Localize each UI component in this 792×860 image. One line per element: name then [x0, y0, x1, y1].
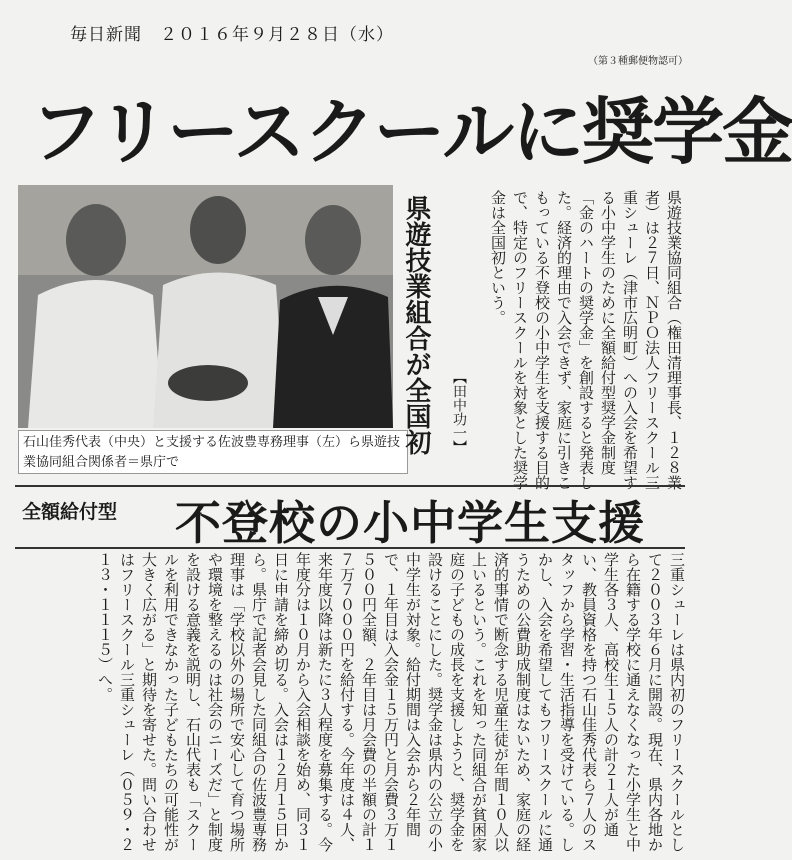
subheadline: 県遊技業組合が全国初: [401, 195, 431, 455]
headline: フリースクールに奨学金: [30, 90, 792, 174]
lead-paragraph: 県遊技業協同組合（権田清理事長、１２８業者）は２７日、ＮＰＯ法人フリースクール三重シューレ（津市広明町）への入会を希望する小中学生のために全額給付型奨学金制度「金のハートの奨学金」を創設すると発表した。経済的理由で入会できず、家庭に引きこもっている不登校の小中学生を支援する目的で、特定のフリースクールを対象とした奨学金は全国初という。: [489, 190, 683, 490]
photo-illustration: [18, 185, 393, 428]
news-photo: [18, 185, 393, 428]
band-kicker: 全額給付型: [22, 501, 118, 523]
article-body: 三重シューレは県内初のフリースクールとして２００３年６月に開設。現在、県内各地から在籍する学校に通えなくなった小学生と中学生各３人、高校生１５人の計２１人が通い、教員資格を持つ石山佳秀代表ら７人のスタッフから学習・生活指導を受けている。しかし、入会を希望してもフリースクールに通うための公費助成制度はないため、家庭の経済的事情で断念する児童生徒が年間１０人以上いるという。これを知った同組合が貧困家庭の子どもの成長を支援しようと、奨学金を設けることにした。奨学金は県内の公立の小中学生が対象。給付期間は入会から２年間で、１年目は入会金１５万円と月会費３万１５００円全額、２年目は月会費の半額の計１７万７０００円を給付する。今年度は４人、来年度以降は新たに３人程度を募集する。今年度分は１０月から入会相談を始め、同３１日に申請を締め切る。入会は１２月１５日から。県庁で記者会見した同組合の佐波豊専務理事は「学校以外の場所で安心して育つ場所や環境を整えるのは社会のニーズだ」と制度を設ける意義を説明し、石山代表も「スクールを利用できなかった子どもたちの可能性が大きく広がる」と期待を寄せた。問い合わせはフリースクール三重シューレ（０５９・２１３・１１１５）へ。: [96, 552, 686, 852]
masthead: 毎日新聞 ２０１６年９月２８日（水）: [70, 25, 394, 45]
band-title: 不登校の小中学生支援: [175, 496, 645, 550]
byline: 【田中功一】: [451, 370, 467, 454]
photo-caption: 石山佳秀代表（中央）と支援する佐波豊専務理事（左）ら県遊技業協同組合関係者＝県庁で: [18, 430, 408, 474]
postal-permit: （第３種郵便物認可）: [588, 56, 688, 67]
